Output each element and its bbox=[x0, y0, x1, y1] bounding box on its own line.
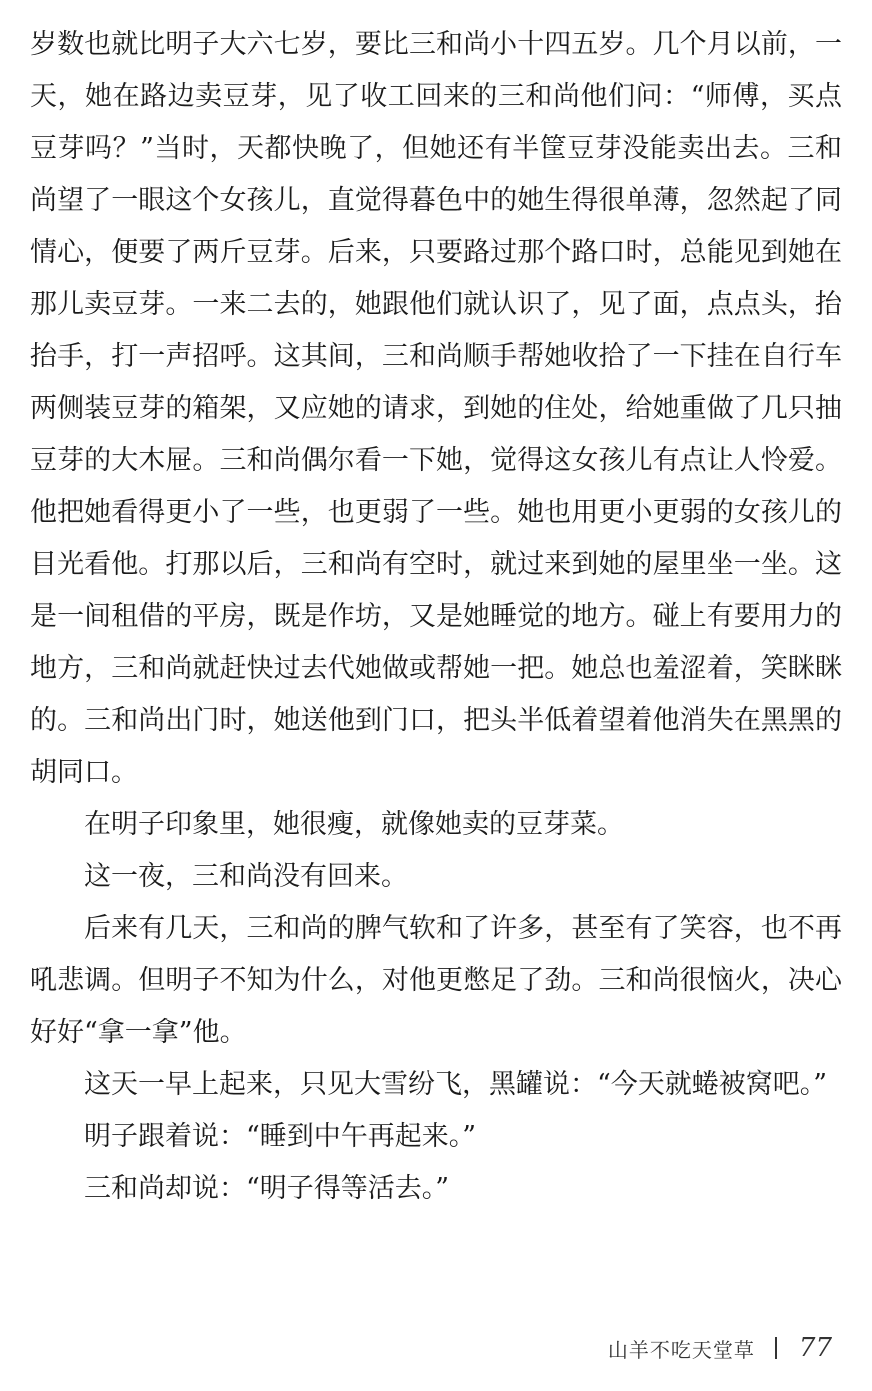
paragraph: 岁数也就比明子大六七岁，要比三和尚小十四五岁。几个月以前，一天，她在路边卖豆芽，见了收工回来的三和尚他们问：“师傅，买点豆芽吗？”当时，天都快晚了，但她还有半筐豆芽没能卖出去。三和尚望了一眼这个女孩儿，直觉得暮色中的她生得很单薄，忽然起了同情心，便要了两斤豆芽。后来，只要路过那个路口时，总能见到她在那儿卖豆芽。一来二去的，她跟他们就认识了，见了面，点点头，抬抬手，打一声招呼。这其间，三和尚顺手帮她收拾了一下挂在自行车两侧装豆芽的箱架，又应她的请求，到她的住处，给她重做了几只抽豆芽的大木屉。三和尚偶尔看一下她，觉得这女孩儿有点让人怜爱。他把她看得更小了一些，也更弱了一些。她也用更小更弱的女孩儿的目光看他。打那以后，三和尚有空时，就过来到她的屋里坐一坐。这是一间租借的平房，既是作坊，又是她睡觉的地方。碰上有要用力的地方，三和尚就赶快过去代她做或帮她一把。她总也羞涩着，笑眯眯的。三和尚出门时，她送他到门口，把头半低着望着他消失在黑黑的胡同口。 bbox=[30, 29, 842, 788]
footer-divider bbox=[775, 1337, 777, 1359]
paragraph: 这一夜，三和尚没有回来。 bbox=[84, 861, 408, 892]
paragraph: 这天一早上起来，只见大雪纷飞，黑罐说：“今天就蜷被窝吧。” bbox=[84, 1069, 828, 1100]
book-title: 山羊不吃天堂草 bbox=[607, 1337, 755, 1362]
paragraph: 后来有几天，三和尚的脾气软和了许多，甚至有了笑容，也不再吼悲调。但明子不知为什么，对他更憋足了劲。三和尚很恼火，决心好好“拿一拿”他。 bbox=[30, 913, 842, 1048]
paragraph: 在明子印象里，她很瘦，就像她卖的豆芽菜。 bbox=[84, 809, 624, 840]
paragraph: 三和尚却说：“明子得等活去。” bbox=[84, 1173, 450, 1204]
page-footer bbox=[608, 1333, 832, 1363]
page-body bbox=[30, 19, 842, 1215]
paragraph: 明子跟着说：“睡到中午再起来。” bbox=[84, 1121, 477, 1152]
page-number: 77 bbox=[798, 1333, 832, 1363]
